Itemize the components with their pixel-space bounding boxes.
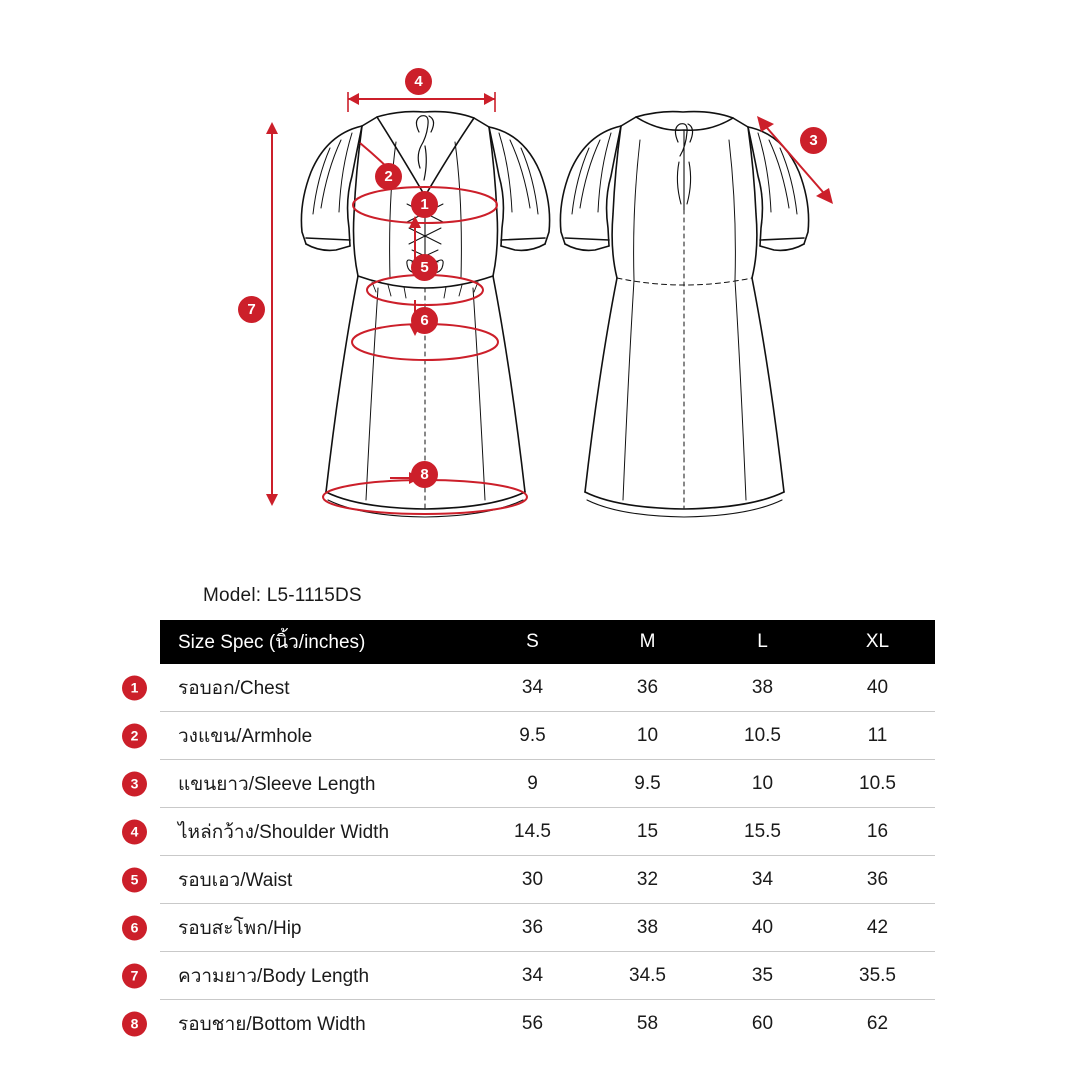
cell-chest-s: 34 bbox=[475, 664, 590, 712]
cell-bottom-xl: 62 bbox=[866, 1012, 889, 1034]
table-row bbox=[160, 760, 935, 808]
row-label-text: ความยาว/Body Length bbox=[178, 965, 370, 987]
table-row bbox=[160, 856, 935, 904]
cell-bottom-m: 58 bbox=[636, 1012, 659, 1034]
callout-badge-hip: 6 bbox=[411, 307, 438, 334]
callout-badge-armhole: 2 bbox=[375, 163, 402, 190]
cell-chest-xl: 40 bbox=[820, 664, 935, 712]
size-spec-table bbox=[130, 620, 935, 1047]
cell-hip-m: 38 bbox=[590, 904, 705, 952]
row-bullet-6: 6 bbox=[122, 915, 147, 940]
cell-hip-xl: 42 bbox=[820, 904, 935, 952]
row-label-waist bbox=[130, 856, 475, 904]
row-label-body-length bbox=[130, 952, 475, 1000]
model-label: Model: L5-1115DS bbox=[203, 585, 362, 606]
row-bullet-8: 8 bbox=[122, 1011, 147, 1036]
row-bullet-1: 1 bbox=[122, 675, 147, 700]
row-label-text: วงแขน/Armhole bbox=[178, 725, 313, 747]
cell-length-xl: 35.5 bbox=[820, 952, 935, 1000]
cell-hip-l: 40 bbox=[705, 904, 820, 952]
callout-badge-bottom-width: 8 bbox=[411, 461, 438, 488]
cell-waist-s: 30 bbox=[475, 856, 590, 904]
cell-length-m: 34.5 bbox=[590, 952, 705, 1000]
row-bullet-2: 2 bbox=[122, 723, 147, 748]
cell-sleeve-l: 10 bbox=[705, 760, 820, 808]
cell-chest-l: 38 bbox=[705, 664, 820, 712]
row-label-text: รอบอก/Chest bbox=[178, 677, 290, 699]
cell-sleeve-m: 9.5 bbox=[590, 760, 705, 808]
cell-hip-s: 36 bbox=[475, 904, 590, 952]
row-label-chest bbox=[130, 664, 475, 712]
cell-shoulder-s: 14.5 bbox=[475, 808, 590, 856]
table-row bbox=[160, 808, 935, 856]
cell-shoulder-xl: 16 bbox=[820, 808, 935, 856]
row-label-bottom-width bbox=[130, 1000, 475, 1048]
cell-bottom-l: 60 bbox=[751, 1012, 774, 1034]
cell-shoulder-m: 15 bbox=[590, 808, 705, 856]
column-header-s: S bbox=[475, 620, 590, 664]
column-header-xl: XL bbox=[820, 620, 935, 664]
row-label-text: รอบชาย/Bottom Width bbox=[178, 1013, 366, 1035]
row-label-shoulder-width bbox=[130, 808, 475, 856]
cell-shoulder-l: 15.5 bbox=[705, 808, 820, 856]
row-label-text: แขนยาว/Sleeve Length bbox=[178, 773, 376, 795]
table-row bbox=[160, 904, 935, 952]
row-label-hip bbox=[130, 904, 475, 952]
table-row bbox=[160, 664, 935, 712]
table-row bbox=[160, 1000, 935, 1048]
cell-waist-xl: 36 bbox=[820, 856, 935, 904]
cell-armhole-l: 10.5 bbox=[705, 712, 820, 760]
column-header-m: M bbox=[590, 620, 705, 664]
cell-armhole-m: 10 bbox=[590, 712, 705, 760]
table-header-row bbox=[160, 620, 935, 664]
row-bullet-3: 3 bbox=[122, 771, 147, 796]
cell-armhole-s: 9.5 bbox=[475, 712, 590, 760]
row-bullet-7: 7 bbox=[122, 963, 147, 988]
table-row bbox=[160, 712, 935, 760]
row-bullet-4: 4 bbox=[122, 819, 147, 844]
row-bullet-5: 5 bbox=[122, 867, 147, 892]
table-row bbox=[160, 952, 935, 1000]
row-label-sleeve-length bbox=[130, 760, 475, 808]
row-label-text: รอบเอว/Waist bbox=[178, 869, 293, 891]
cell-waist-l: 34 bbox=[705, 856, 820, 904]
cell-length-s: 34 bbox=[475, 952, 590, 1000]
callout-badge-body-length: 7 bbox=[238, 296, 265, 323]
callout-badge-shoulder-width: 4 bbox=[405, 68, 432, 95]
row-label-armhole bbox=[130, 712, 475, 760]
column-header-l: L bbox=[705, 620, 820, 664]
cell-length-l: 35 bbox=[705, 952, 820, 1000]
cell-chest-m: 36 bbox=[590, 664, 705, 712]
callout-badge-waist: 5 bbox=[411, 254, 438, 281]
cell-waist-m: 32 bbox=[590, 856, 705, 904]
callout-badge-chest: 1 bbox=[411, 191, 438, 218]
row-label-text: รอบสะโพก/Hip bbox=[178, 917, 302, 939]
cell-sleeve-s: 9 bbox=[475, 760, 590, 808]
callout-badge-sleeve-length: 3 bbox=[800, 127, 827, 154]
size-spec-table-wrapper bbox=[130, 620, 935, 1047]
cell-bottom-s: 56 bbox=[521, 1012, 544, 1034]
column-header-spec: Size Spec (นิ้ว/inches) bbox=[160, 620, 475, 664]
cell-armhole-xl: 11 bbox=[820, 712, 935, 760]
row-label-text: ไหล่กว้าง/Shoulder Width bbox=[178, 821, 390, 843]
cell-sleeve-xl: 10.5 bbox=[820, 760, 935, 808]
